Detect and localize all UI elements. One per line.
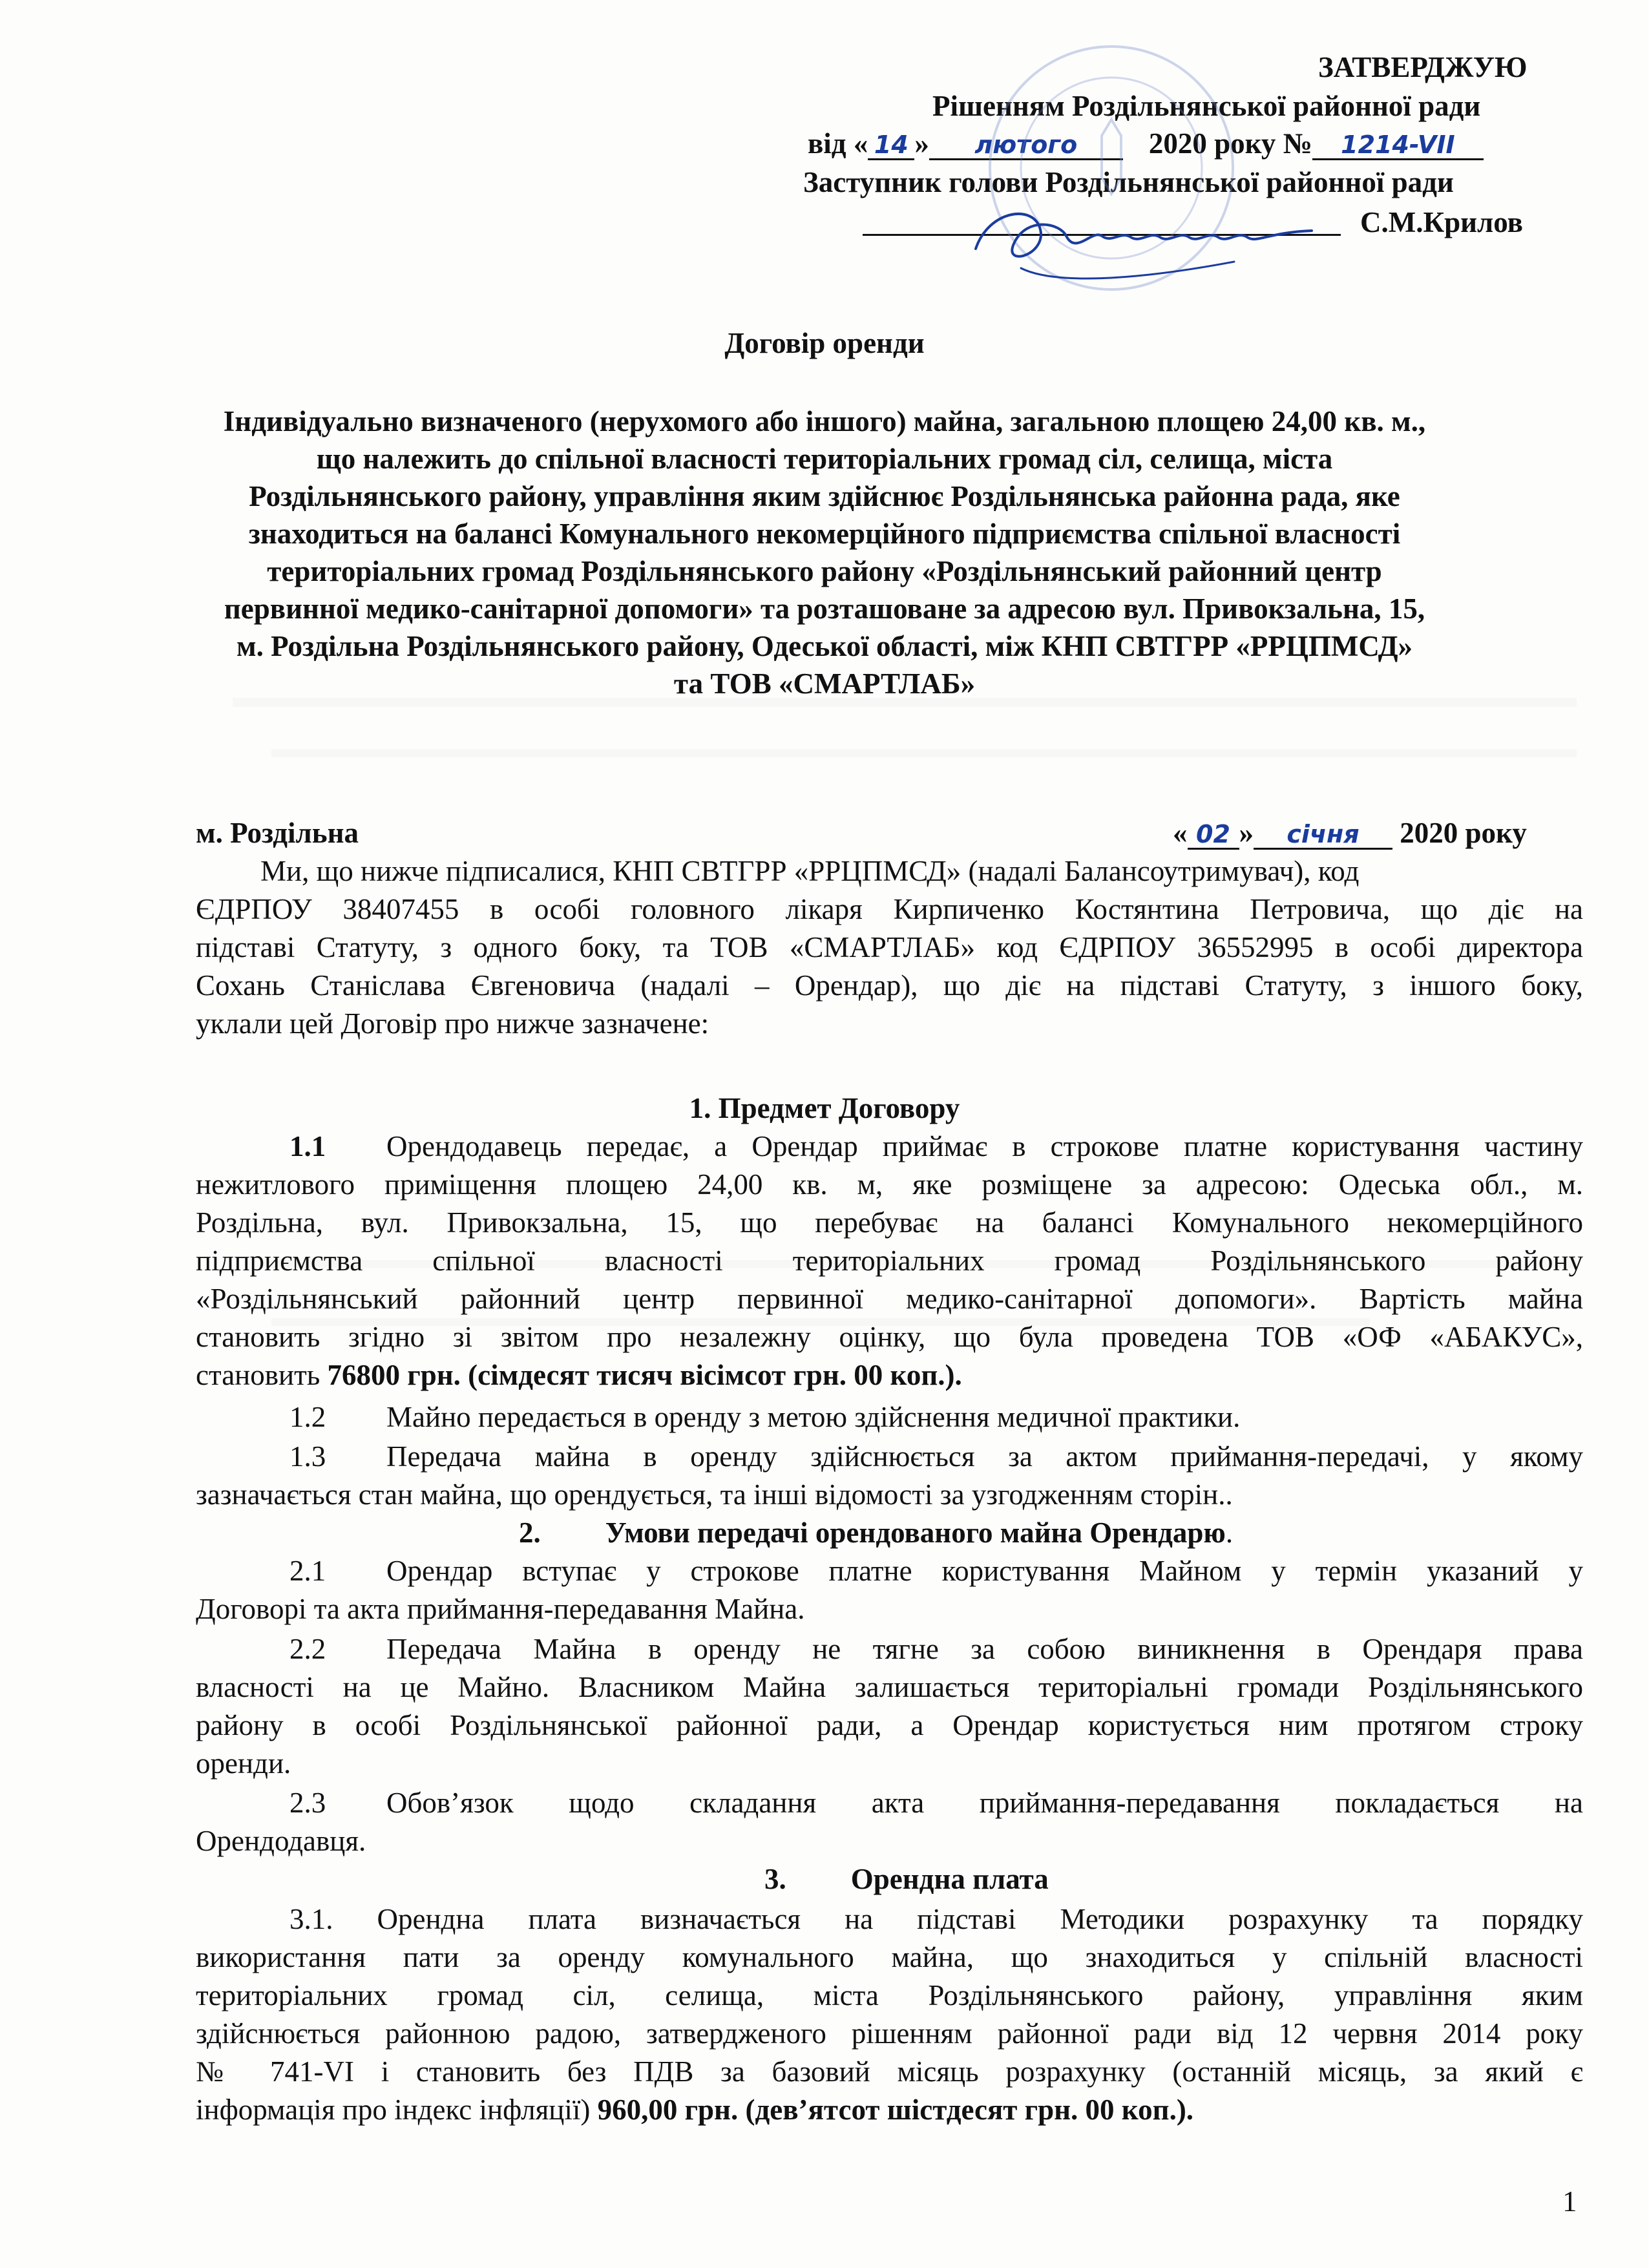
preamble-line: підставі Статуту, з одного боку, та ТОВ «СМАРТЛАБ» код ЄДРПОУ 36552995 в особі директора — [196, 931, 1583, 963]
document-title: Договір оренди — [724, 327, 925, 359]
subject-heading-line: первинної медико-санітарної допомоги» та розташоване за адресою вул. Привокзальна, 15, — [224, 593, 1425, 625]
clause-2-1-number: 2.1 — [289, 1555, 326, 1587]
subject-heading-line: та ТОВ «СМАРТЛАБ» — [673, 667, 976, 700]
clause-3-1-line: територіальних громад сіл, селища, міста Роздільнянського району, управління яким — [196, 1979, 1583, 2011]
clause-1-3-number: 1.3 — [289, 1440, 326, 1473]
subject-heading-line: м. Роздільна Роздільнянського району, Одеської області, між КНП СВТГРР «РРЦПМСД» — [236, 630, 1413, 662]
clause-2-1-line: Договорі та акта приймання-передавання Майна. — [196, 1593, 805, 1625]
clause-2-2-line: Передача Майна в оренду не тягне за собою виникнення в Орендаря права — [386, 1633, 1583, 1665]
page-number: 1 — [1562, 2185, 1577, 2218]
clause-3-1-line: 3.1. Орендна плата визначається на підставі Методики розрахунку та порядку — [289, 1903, 1583, 1935]
approval-signer: С.М.Крилов — [1360, 206, 1523, 238]
approval-decision: Рішенням Роздільнянської районної ради — [932, 90, 1481, 122]
property-value-amount: 76800 грн. (сімдесят тисяч вісімсот грн. 00 коп.). — [327, 1359, 962, 1391]
clause-3-1-line: здійснюється районною радою, затвердженого рішенням районної ради від 12 червня 2014 року — [196, 2017, 1583, 2050]
clause-1-1-line: підприємства спільної власності територіальних громад Роздільнянського району — [196, 1244, 1583, 1277]
clause-3-1-line: № 741-VI і становить без ПДВ за базовий місяць розрахунку (останній місяць, за який є — [196, 2055, 1583, 2088]
subject-heading-line: територіальних громад Роздільнянського району «Роздільнянський районний центр — [267, 555, 1382, 587]
clause-1-1-line: Роздільна, вул. Привокзальна, 15, що перебуває на балансі Комунального некомерційного — [196, 1206, 1583, 1239]
clause-2-3-line: Орендодавця. — [196, 1825, 366, 1857]
preamble-line: Сохань Станіслава Євгеновича (надалі – Орендар), що діє на підставі Статуту, з іншого боку, — [196, 969, 1583, 1002]
handwritten-decision-number: 1214-VII — [1341, 131, 1455, 159]
subject-heading-line: що належить до спільної власності територіальних громад сіл, селища, міста — [316, 443, 1333, 475]
rent-amount: 960,00 грн. (дев’ятсот шістдесят грн. 00 коп.). — [597, 2094, 1194, 2126]
preamble-line: Ми, що нижче підписалися, КНП СВТГРР «РРЦПМСД» (надалі Балансоутримувач), код — [260, 855, 1360, 887]
subject-heading-line: Індивідуально визначеного (нерухомого або іншого) майна, загальною площею 24,00 кв. м., — [223, 405, 1426, 437]
subject-heading-line: знаходиться на балансі Комунального некомерційного підприємства спільної власності — [248, 518, 1401, 550]
clause-3-1-line: використання пати за оренду комунального майна, що знаходиться у спільній власності — [196, 1941, 1583, 1973]
handwritten-signature — [963, 171, 1325, 294]
clause-3-1-line: інформація про індекс інфляції) 960,00 грн. (дев’ятсот шістдесят грн. 00 коп.). — [196, 2094, 1194, 2126]
preamble-line: уклали цей Договір про нижче зазначене: — [196, 1007, 709, 1040]
clause-1-1-line: Орендодавець передає, а Орендар приймає в строкове платне користування частину — [386, 1130, 1583, 1162]
clause-2-3-number: 2.3 — [289, 1787, 326, 1819]
contract-place: м. Роздільна — [196, 817, 359, 849]
approval-position: Заступник голови Роздільнянської районної ради — [803, 166, 1454, 198]
preamble-line: ЄДРПОУ 38407455 в особі головного лікаря Кирпиченко Костянтина Петровича, що діє на — [196, 893, 1583, 925]
clause-2-2-line: власності на це Майно. Власником Майна залишається територіальні громади Роздільнянського — [196, 1671, 1583, 1703]
section-2-heading: 2. Умови передачі орендованого майна Орендарю. — [519, 1517, 1234, 1549]
handwritten-contract-day: 02 — [1196, 820, 1230, 848]
clause-2-2-line: оренди. — [196, 1747, 291, 1780]
clause-2-3-line: Обов’язок щодо складання акта приймання-передавання покладається на — [386, 1787, 1583, 1819]
handwritten-contract-month: січня — [1287, 820, 1360, 848]
handwritten-month: лютого — [974, 131, 1078, 159]
clause-2-2-line: району в особі Роздільнянської районної ради, а Орендар користується ним протягом строку — [196, 1709, 1583, 1741]
handwritten-day: 14 — [874, 131, 909, 159]
approval-title: ЗАТВЕРДЖУЮ — [1318, 51, 1528, 83]
section-3-heading: 3. Орендна плата — [764, 1863, 1049, 1895]
clause-1-1-line: нежитлового приміщення площею 24,00 кв. м, яке розміщене за адресою: Одеська обл., м. — [196, 1168, 1583, 1201]
clause-1-2-number: 1.2 — [289, 1401, 326, 1433]
clause-1-1-line: становить згідно зі звітом про незалежну оцінку, що була проведена ТОВ «ОФ «АБАКУС», — [196, 1321, 1583, 1353]
clause-1-3-line: зазначається стан майна, що орендується, та інші відомості за узгодженням сторін.. — [196, 1478, 1233, 1511]
bleed-through-shade — [271, 750, 1577, 757]
clause-1-1-line: «Роздільнянський районний центр первинної медико-санітарної допомоги». Вартість майна — [196, 1283, 1583, 1315]
clause-2-1-line: Орендар вступає у строкове платне користування Майном у термін указаний у — [386, 1555, 1583, 1587]
clause-1-2-text: Майно передається в оренду з метою здійснення медичної практики. — [386, 1401, 1241, 1433]
subject-heading-line: Роздільнянського району, управління яким здійснює Роздільнянська районна рада, яке — [249, 480, 1400, 512]
approval-date-line: від « 14 » лютого 2020 року № 1214-VII — [808, 129, 1484, 160]
clause-1-3-line: Передача майна в оренду здійснюється за актом приймання-передачі, у якому — [386, 1440, 1583, 1473]
section-1-heading: 1. Предмет Договору — [689, 1092, 960, 1124]
clause-2-2-number: 2.2 — [289, 1633, 326, 1665]
contract-date: « 02 » січня 2020 року — [1173, 817, 1527, 849]
clause-1-1-number: 1.1 — [289, 1130, 326, 1162]
clause-1-1-line: становить 76800 грн. (сімдесят тисяч вісімсот грн. 00 коп.). — [196, 1359, 962, 1391]
